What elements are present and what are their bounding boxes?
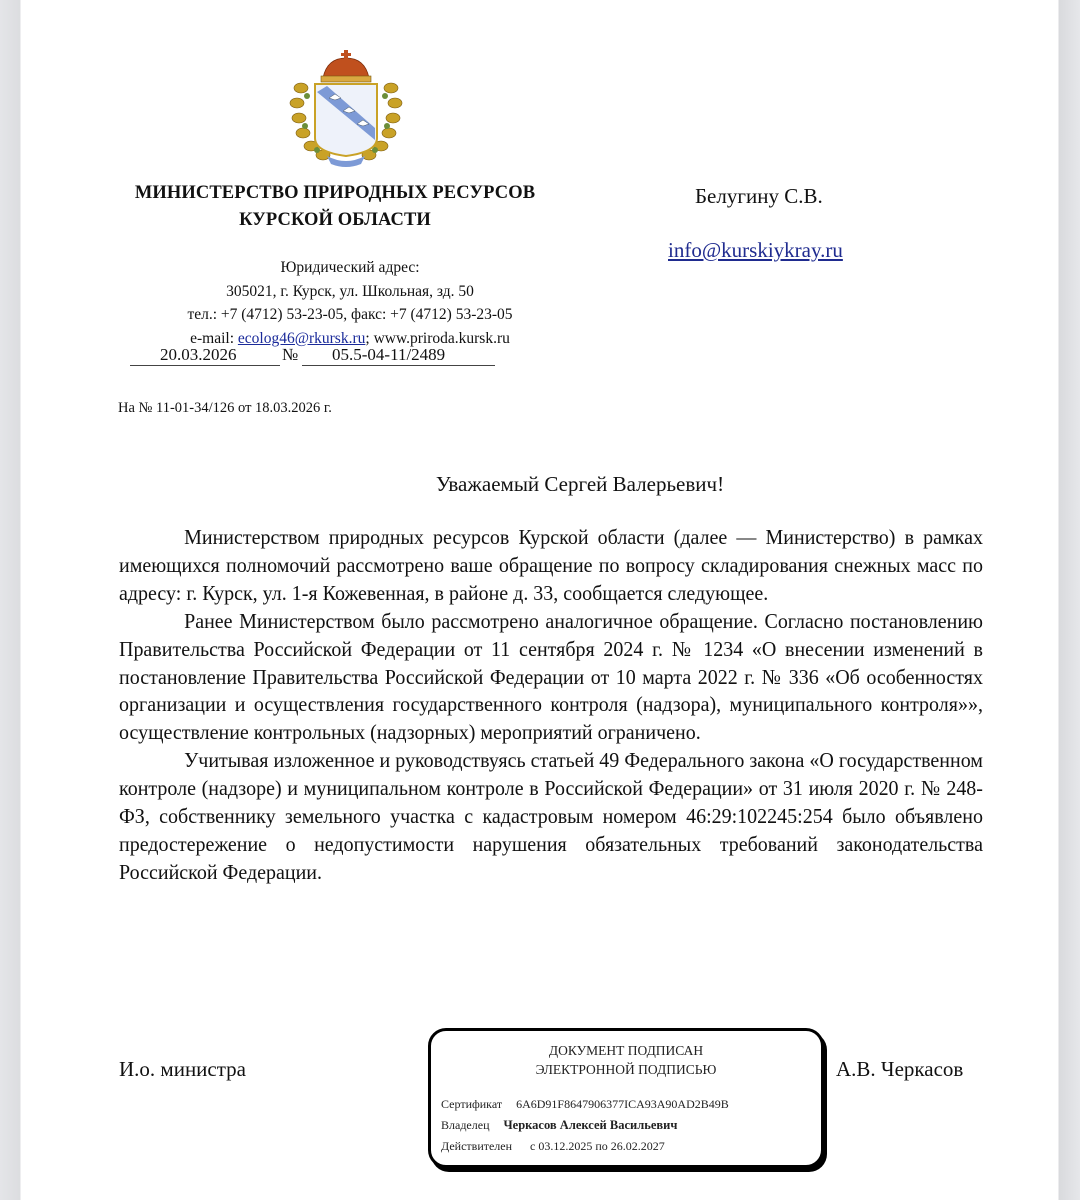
stamp-validity: Действителен с 03.12.2025 по 26.02.2027	[441, 1139, 665, 1153]
greeting: Уважаемый Сергей Валерьевич!	[435, 472, 725, 496]
recipient-name: Белугину С.В.	[695, 184, 823, 208]
address-line: 305021, г. Курск, ул. Школьная, зд. 50	[226, 282, 474, 300]
signatory-name: А.В. Черкасов	[836, 1057, 964, 1081]
paragraph: Ранее Министерством было рассмотрено аналогичное обращение. Согласно постановлению Правительства Российской Федерации от 11 сентября 2024 г. № 1234 «О внесении изменений в постановление Правительства Российской Федерации от 10 марта 2022 г. № 336 «Об особенностях организации и осуществления государственного контроля (надзора), муниципального контроля»», осуществление контрольных (надзорных) мероприятий ограничено.	[119, 608, 983, 745]
kursk-coat-of-arms-icon	[287, 48, 405, 170]
signatory-position: И.о. министра	[119, 1057, 246, 1081]
letter-body	[119, 524, 983, 887]
stamp-owner: Владелец Черкасов Алексей Васильевич	[441, 1118, 678, 1132]
stamp-certificate: Сертификат 6A6D91F8647906377ICA93A90AD2B49B	[441, 1097, 729, 1111]
stamp-title: ДОКУМЕНТ ПОДПИСАН ЭЛЕКТРОННОЙ ПОДПИСЬЮ	[535, 1043, 717, 1077]
reference-line: На № 11-01-34/126 от 18.03.2026 г.	[118, 400, 332, 416]
outgoing-number: 05.5-04-11/2489	[332, 345, 446, 364]
organization-address	[110, 256, 590, 350]
date-underline	[130, 365, 280, 366]
number-underline	[302, 365, 495, 366]
paragraph: Учитывая изложенное и руководствуясь статьей 49 Федерального закона «О государственном контроле (надзоре) и муниципальном контроле в Российской Федерации» от 31 июля 2020 г. № 248-ФЗ, собственнику земельного участка с кадастровым номером 46:29:102245:254 было объявлено предостережение о недопустимости нарушения обязательных требований законодательства Российской Федерации.	[119, 748, 983, 884]
address-label: Юридический адрес:	[280, 259, 420, 276]
electronic-signature-stamp	[428, 1028, 824, 1168]
org-website: www.priroda.kursk.ru	[373, 329, 510, 347]
email-web-line: e-mail: ecolog46@rkursk.ru; www.priroda.kursk.ru	[190, 329, 510, 347]
org-email-link[interactable]: ecolog46@rkursk.ru	[237, 329, 366, 347]
phone-fax: тел.: +7 (4712) 53-23-05, факс: +7 (4712) 53-23-05	[187, 306, 513, 323]
outgoing-date: 20.03.2026	[160, 345, 237, 364]
recipient-email-link[interactable]: info@kurskiykray.ru	[668, 238, 843, 262]
number-sign: №	[282, 345, 299, 364]
registration-line	[130, 344, 495, 368]
organization-name: МИНИСТЕРСТВО ПРИРОДНЫХ РЕСУРСОВ КУРСКОЙ ОБЛАСТИ	[134, 183, 536, 230]
paragraph: Министерством природных ресурсов Курской области (далее — Министерство) в рамках имеющихся полномочий рассмотрено ваше обращение по вопросу складирования снежных масс по адресу: г. Курск, ул. 1-я Кожевенная, в районе д. 33, сообщается следующее.	[119, 525, 983, 605]
